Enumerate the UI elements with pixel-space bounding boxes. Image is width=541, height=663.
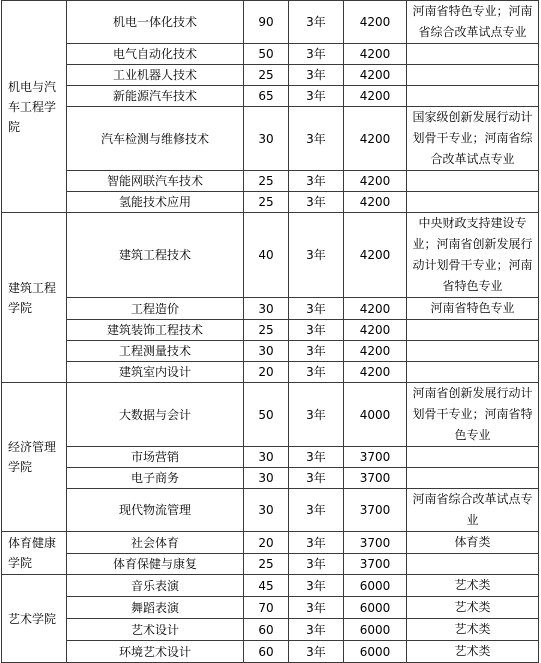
major-note: 国家级创新发展行动计划骨干专业；河南省综合改革试点专业 [407, 107, 539, 171]
major-name: 舞蹈表演 [67, 597, 244, 619]
tuition-fee: 3700 [344, 554, 407, 575]
major-note: 河南省创新发展行动计划骨干专业；河南省特色专业 [407, 383, 539, 447]
tuition-fee: 6000 [344, 597, 407, 619]
major-note: 中央财政支持建设专业；河南省创新发展行动计划骨干专业；河南省特色专业 [407, 213, 539, 298]
major-name: 新能源汽车技术 [67, 86, 244, 107]
major-name: 电气自动化技术 [67, 44, 244, 65]
table-row [2, 641, 539, 663]
major-name: 工业机器人技术 [67, 65, 244, 86]
enrollment-quota: 30 [244, 341, 289, 362]
study-years: 3年 [289, 447, 344, 468]
major-note [407, 468, 539, 489]
study-years: 3年 [289, 298, 344, 320]
tuition-fee: 6000 [344, 641, 407, 663]
enrollment-quota: 40 [244, 213, 289, 298]
enrollment-quota: 25 [244, 554, 289, 575]
enrollment-quota: 70 [244, 597, 289, 619]
major-name: 市场营销 [67, 447, 244, 468]
major-name: 大数据与会计 [67, 383, 244, 447]
major-name: 建筑装饰工程技术 [67, 320, 244, 341]
tuition-fee: 4200 [344, 1, 407, 44]
study-years: 3年 [289, 320, 344, 341]
major-name: 环境艺术设计 [67, 641, 244, 663]
study-years: 3年 [289, 383, 344, 447]
table-row [2, 171, 539, 192]
major-name: 现代物流管理 [67, 489, 244, 532]
table-row [2, 447, 539, 468]
table-row [2, 298, 539, 320]
tuition-fee: 4200 [344, 192, 407, 213]
major-name: 音乐表演 [67, 575, 244, 597]
major-name: 电子商务 [67, 468, 244, 489]
study-years: 3年 [289, 44, 344, 65]
tuition-fee: 4200 [344, 362, 407, 383]
major-note [407, 554, 539, 575]
study-years: 3年 [289, 213, 344, 298]
table-row [2, 341, 539, 362]
major-note: 艺术类 [407, 597, 539, 619]
major-name: 社会体育 [67, 532, 244, 554]
enrollment-quota: 50 [244, 44, 289, 65]
tuition-fee: 3700 [344, 447, 407, 468]
enrollment-quota: 65 [244, 86, 289, 107]
tuition-fee: 4200 [344, 107, 407, 171]
tuition-fee: 4200 [344, 171, 407, 192]
study-years: 3年 [289, 171, 344, 192]
major-note: 河南省特色专业 [407, 298, 539, 320]
tuition-fee: 4200 [344, 86, 407, 107]
major-note [407, 65, 539, 86]
enrollment-quota: 30 [244, 489, 289, 532]
study-years: 3年 [289, 192, 344, 213]
major-name: 氢能技术应用 [67, 192, 244, 213]
major-name: 体育保健与康复 [67, 554, 244, 575]
enrollment-quota: 90 [244, 1, 289, 44]
tuition-fee: 4200 [344, 320, 407, 341]
tuition-fee: 4200 [344, 298, 407, 320]
major-note: 河南省综合改革试点专业 [407, 489, 539, 532]
table-row [2, 86, 539, 107]
major-name: 艺术设计 [67, 619, 244, 641]
table-row [2, 489, 539, 532]
major-note [407, 447, 539, 468]
major-note: 艺术类 [407, 641, 539, 663]
study-years: 3年 [289, 575, 344, 597]
major-note: 艺术类 [407, 619, 539, 641]
enrollment-quota: 30 [244, 107, 289, 171]
major-note [407, 86, 539, 107]
study-years: 3年 [289, 65, 344, 86]
major-note [407, 192, 539, 213]
tuition-fee: 4200 [344, 44, 407, 65]
enrollment-quota: 30 [244, 298, 289, 320]
college-name: 建筑工程学院 [2, 213, 67, 383]
major-name: 智能网联汽车技术 [67, 171, 244, 192]
enrollment-quota: 50 [244, 383, 289, 447]
table-row [2, 554, 539, 575]
table-row [2, 213, 539, 298]
enrollment-quota: 25 [244, 171, 289, 192]
study-years: 3年 [289, 489, 344, 532]
major-note [407, 320, 539, 341]
major-note: 河南省特色专业；河南省综合改革试点专业 [407, 1, 539, 44]
enrollment-quota: 30 [244, 468, 289, 489]
major-name: 汽车检测与维修技术 [67, 107, 244, 171]
enrollment-quota: 20 [244, 362, 289, 383]
tuition-fee: 3700 [344, 468, 407, 489]
tuition-fee: 4200 [344, 341, 407, 362]
major-note: 艺术类 [407, 575, 539, 597]
study-years: 3年 [289, 107, 344, 171]
major-note [407, 171, 539, 192]
tuition-fee: 6000 [344, 575, 407, 597]
college-name: 体育健康学院 [2, 532, 67, 575]
table-row [2, 362, 539, 383]
enrollment-quota: 25 [244, 65, 289, 86]
table-row [2, 320, 539, 341]
major-note: 体育类 [407, 532, 539, 554]
table-row [2, 619, 539, 641]
enrollment-quota: 45 [244, 575, 289, 597]
study-years: 3年 [289, 619, 344, 641]
enrollment-quota: 30 [244, 447, 289, 468]
table-row [2, 383, 539, 447]
enrollment-quota: 25 [244, 192, 289, 213]
major-name: 工程造价 [67, 298, 244, 320]
enrollment-quota: 25 [244, 320, 289, 341]
study-years: 3年 [289, 341, 344, 362]
table-row [2, 107, 539, 171]
study-years: 3年 [289, 362, 344, 383]
enrollment-quota: 60 [244, 641, 289, 663]
study-years: 3年 [289, 597, 344, 619]
study-years: 3年 [289, 1, 344, 44]
study-years: 3年 [289, 468, 344, 489]
study-years: 3年 [289, 554, 344, 575]
tuition-fee: 3700 [344, 532, 407, 554]
major-note [407, 44, 539, 65]
tuition-fee: 3700 [344, 489, 407, 532]
study-years: 3年 [289, 641, 344, 663]
college-name: 艺术学院 [2, 575, 67, 663]
table-row [2, 532, 539, 554]
college-name: 机电与汽车工程学院 [2, 1, 67, 213]
table-row [2, 65, 539, 86]
enrollment-table [1, 0, 539, 663]
major-name: 机电一体化技术 [67, 1, 244, 44]
major-note [407, 362, 539, 383]
enrollment-quota: 20 [244, 532, 289, 554]
tuition-fee: 6000 [344, 619, 407, 641]
major-name: 工程测量技术 [67, 341, 244, 362]
tuition-fee: 4200 [344, 65, 407, 86]
tuition-fee: 4200 [344, 213, 407, 298]
table-row [2, 597, 539, 619]
major-name: 建筑室内设计 [67, 362, 244, 383]
table-row [2, 1, 539, 44]
major-name: 建筑工程技术 [67, 213, 244, 298]
study-years: 3年 [289, 532, 344, 554]
enrollment-quota: 60 [244, 619, 289, 641]
table-row [2, 192, 539, 213]
college-name: 经济管理学院 [2, 383, 67, 532]
table-row [2, 44, 539, 65]
major-note [407, 341, 539, 362]
table-row [2, 468, 539, 489]
tuition-fee: 4000 [344, 383, 407, 447]
table-row [2, 575, 539, 597]
study-years: 3年 [289, 86, 344, 107]
